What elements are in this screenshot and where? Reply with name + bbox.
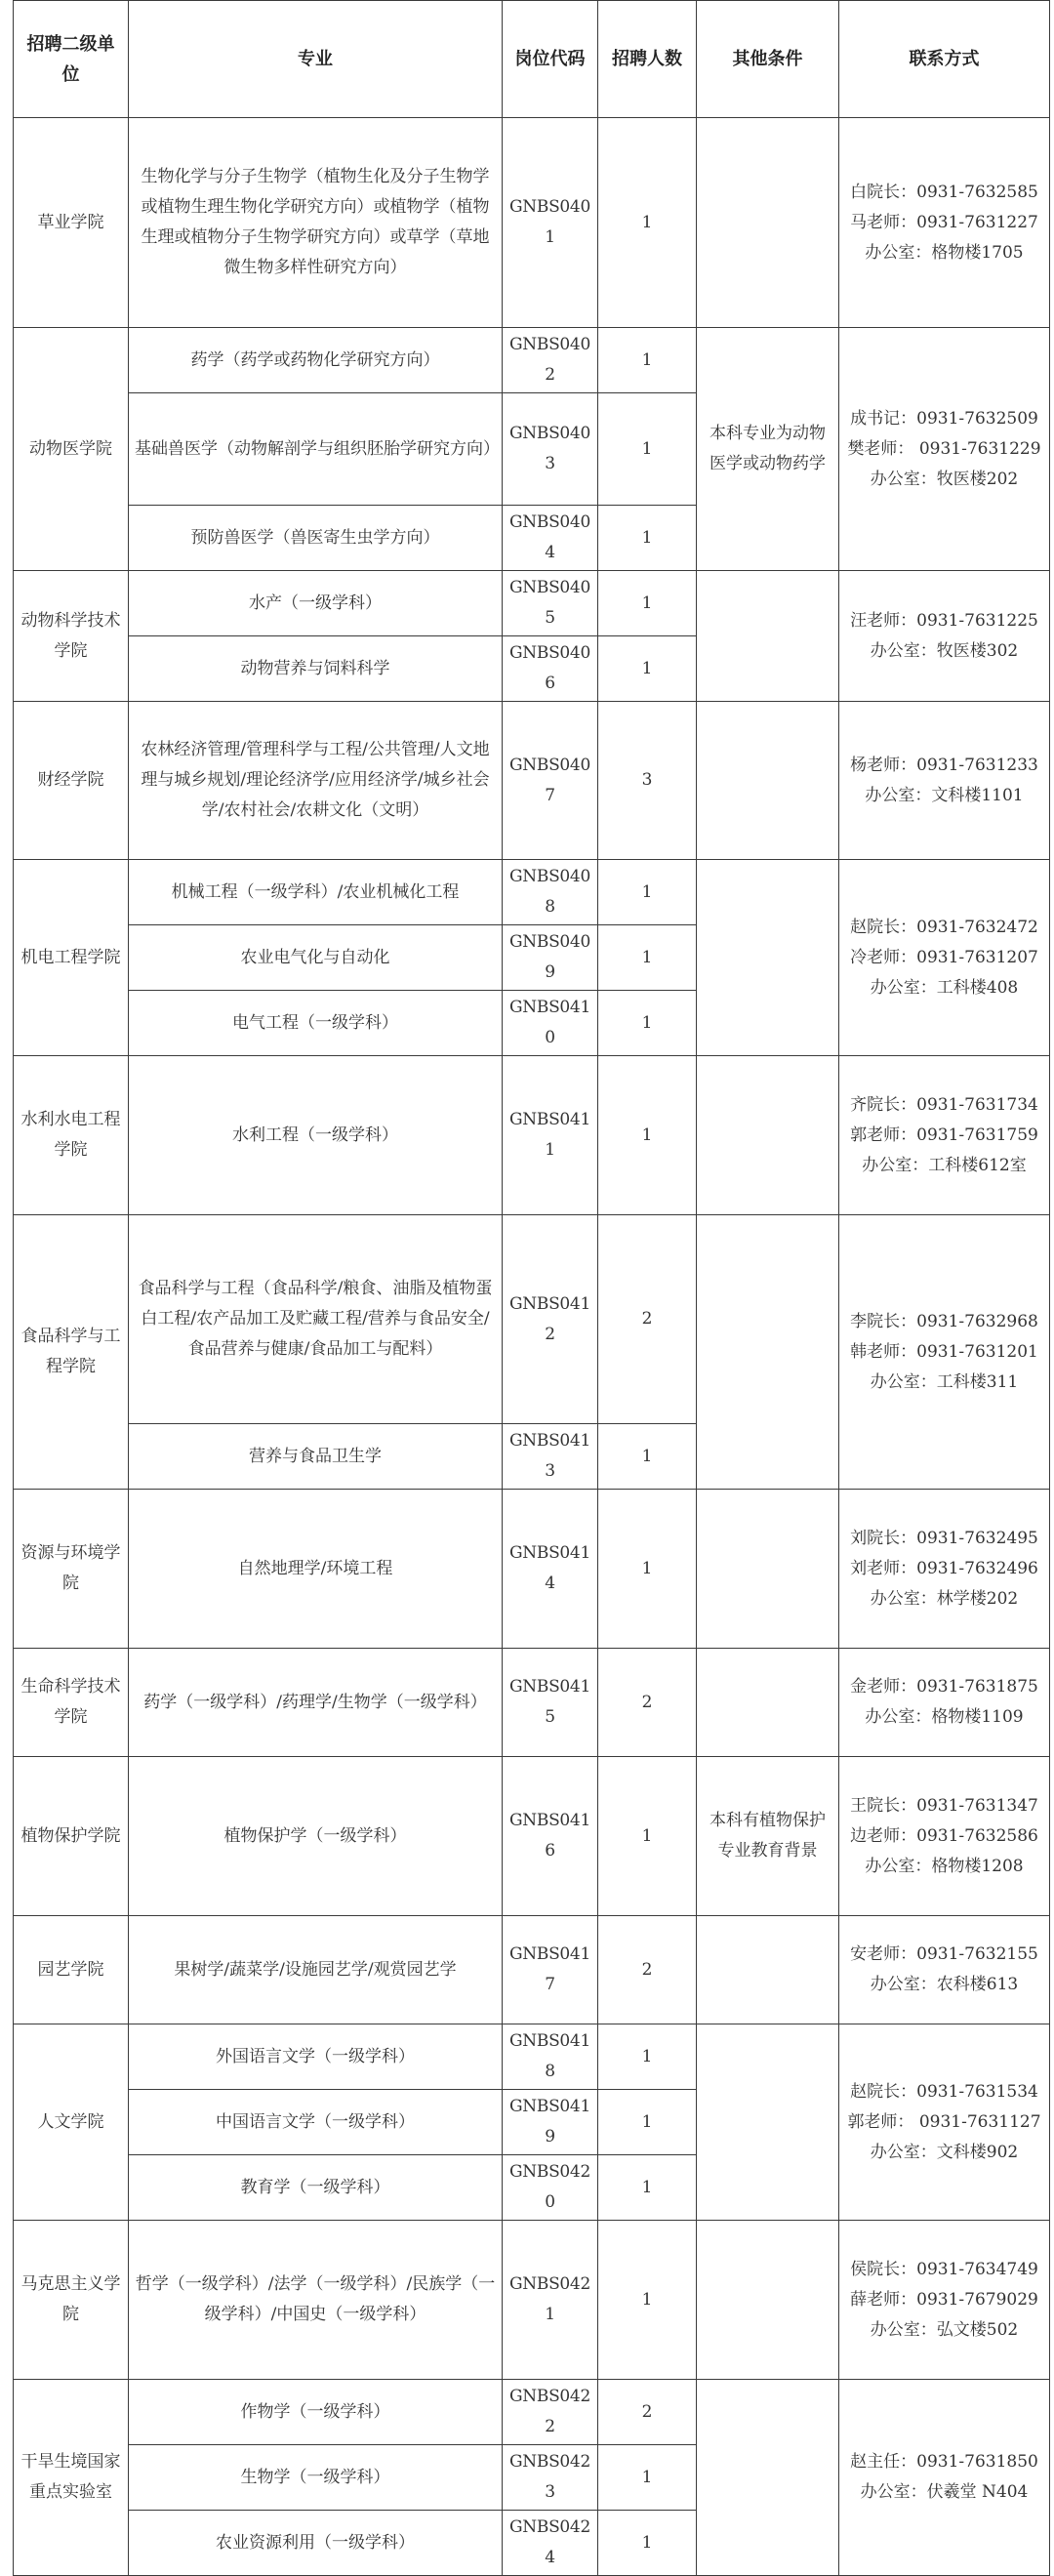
header-major: 专业	[129, 1, 503, 118]
unit-cell: 食品科学与工程学院	[14, 1215, 129, 1490]
count-cell: 1	[598, 991, 697, 1056]
table-row	[14, 1649, 1050, 1757]
major-cell: 动物营养与饲料科学	[129, 636, 503, 702]
contact-line: 办公室：林学楼202	[870, 1588, 1019, 1609]
contact-line: 郭老师：0931-7631759	[850, 1124, 1038, 1145]
code-cell: GNBS0411	[503, 1056, 598, 1215]
header-code: 岗位代码	[503, 1, 598, 118]
contact-line: 办公室：格物楼1208	[865, 1856, 1024, 1876]
recruitment-table	[13, 0, 1050, 2576]
contact-line: 办公室：格物楼1109	[865, 1707, 1024, 1727]
major-cell: 水利工程（一级学科）	[129, 1056, 503, 1215]
contact-cell	[839, 1490, 1050, 1649]
table-row	[14, 2221, 1050, 2380]
contact-line: 办公室：工科楼612室	[862, 1155, 1027, 1175]
code-cell: GNBS0401	[503, 118, 598, 328]
contact-cell	[839, 2221, 1050, 2380]
unit-cell: 干旱生境国家重点实验室	[14, 2380, 129, 2576]
contact-line: 樊老师： 0931-7631229	[847, 438, 1041, 459]
major-cell: 教育学（一级学科）	[129, 2155, 503, 2221]
table-row	[14, 1757, 1050, 1916]
table-row	[14, 2024, 1050, 2090]
contact-line: 赵院长：0931-7631534	[850, 2081, 1038, 2102]
condition-cell	[697, 118, 839, 328]
contact-cell	[839, 571, 1050, 702]
major-cell: 机械工程（一级学科）/农业机械化工程	[129, 860, 503, 925]
contact-line: 韩老师：0931-7631201	[850, 1341, 1038, 1362]
contact-line: 边老师：0931-7632586	[850, 1825, 1038, 1846]
major-cell: 生物学（一级学科）	[129, 2445, 503, 2511]
contact-line: 马老师：0931-7631227	[850, 212, 1038, 232]
code-cell: GNBS0417	[503, 1916, 598, 2024]
condition-cell: 本科专业为动物医学或动物药学	[697, 328, 839, 571]
major-cell: 预防兽医学（兽医寄生虫学方向）	[129, 506, 503, 571]
table-row	[14, 1215, 1050, 1424]
contact-cell	[839, 702, 1050, 860]
count-cell: 1	[598, 328, 697, 393]
code-cell: GNBS0423	[503, 2445, 598, 2511]
condition-cell	[697, 1056, 839, 1215]
code-cell: GNBS0402	[503, 328, 598, 393]
major-cell: 基础兽医学（动物解剖学与组织胚胎学研究方向）	[129, 393, 503, 506]
contact-line: 办公室：工科楼311	[870, 1371, 1019, 1392]
major-cell: 生物化学与分子生物学（植物生化及分子生物学或植物生理生物化学研究方向）或植物学（植物生理或植物分子生物学研究方向）或草学（草地微生物多样性研究方向）	[129, 118, 503, 328]
table-row	[14, 118, 1050, 328]
contact-line: 薛老师：0931-7679029	[850, 2289, 1038, 2310]
contact-line: 办公室：伏羲堂 N404	[860, 2482, 1029, 2502]
table-row	[14, 2380, 1050, 2445]
count-cell: 1	[598, 2024, 697, 2090]
contact-cell	[839, 1916, 1050, 2024]
count-cell: 2	[598, 1649, 697, 1757]
table-row	[14, 702, 1050, 860]
major-cell: 中国语言文学（一级学科）	[129, 2090, 503, 2155]
major-cell: 哲学（一级学科）/法学（一级学科）/民族学（一级学科）/中国史（一级学科）	[129, 2221, 503, 2380]
unit-cell: 水利水电工程学院	[14, 1056, 129, 1215]
table-row	[14, 860, 1050, 925]
table-row	[14, 571, 1050, 636]
condition-cell	[697, 2380, 839, 2576]
code-cell: GNBS0416	[503, 1757, 598, 1916]
code-cell: GNBS0409	[503, 925, 598, 991]
count-cell: 1	[598, 1757, 697, 1916]
code-cell: GNBS0421	[503, 2221, 598, 2380]
contact-line: 办公室：牧医楼302	[870, 640, 1019, 661]
condition-cell	[697, 571, 839, 702]
contact-line: 办公室：农科楼613	[870, 1975, 1019, 1994]
table-row	[14, 1490, 1050, 1649]
major-cell: 作物学（一级学科）	[129, 2380, 503, 2445]
code-cell: GNBS0410	[503, 991, 598, 1056]
count-cell: 1	[598, 118, 697, 328]
code-cell: GNBS0405	[503, 571, 598, 636]
contact-cell	[839, 118, 1050, 328]
code-cell: GNBS0404	[503, 506, 598, 571]
contact-cell	[839, 1215, 1050, 1490]
contact-line: 冷老师：0931-7631207	[850, 947, 1038, 967]
contact-line: 郭老师： 0931-7631127	[847, 2111, 1041, 2132]
code-cell: GNBS0406	[503, 636, 598, 702]
major-cell: 电气工程（一级学科）	[129, 991, 503, 1056]
count-cell: 1	[598, 1490, 697, 1649]
condition-cell	[697, 2221, 839, 2380]
contact-cell	[839, 328, 1050, 571]
count-cell: 1	[598, 1056, 697, 1215]
header-condition: 其他条件	[697, 1, 839, 118]
major-cell: 农业电气化与自动化	[129, 925, 503, 991]
unit-cell: 人文学院	[14, 2024, 129, 2221]
condition-cell	[697, 2024, 839, 2221]
code-cell: GNBS0424	[503, 2511, 598, 2576]
contact-cell	[839, 2380, 1050, 2576]
unit-cell: 植物保护学院	[14, 1757, 129, 1916]
major-cell: 自然地理学/环境工程	[129, 1490, 503, 1649]
contact-line: 齐院长：0931-7631734	[850, 1094, 1038, 1115]
code-cell: GNBS0403	[503, 393, 598, 506]
count-cell: 1	[598, 1424, 697, 1490]
condition-cell	[697, 1916, 839, 2024]
contact-line: 办公室：工科楼408	[870, 977, 1019, 998]
unit-cell: 草业学院	[14, 118, 129, 328]
table-row	[14, 1056, 1050, 1215]
unit-cell: 资源与环境学院	[14, 1490, 129, 1649]
contact-cell	[839, 1757, 1050, 1916]
contact-line: 办公室：文科楼902	[870, 2142, 1019, 2162]
code-cell: GNBS0415	[503, 1649, 598, 1757]
header-contact: 联系方式	[839, 1, 1050, 118]
unit-cell: 动物科学技术学院	[14, 571, 129, 702]
contact-cell	[839, 1056, 1050, 1215]
table-header-row	[14, 1, 1050, 118]
count-cell: 1	[598, 860, 697, 925]
major-cell: 营养与食品卫生学	[129, 1424, 503, 1490]
contact-line: 办公室：弘文楼502	[870, 2319, 1019, 2340]
contact-cell	[839, 1649, 1050, 1757]
unit-cell: 园艺学院	[14, 1916, 129, 2024]
code-cell: GNBS0420	[503, 2155, 598, 2221]
count-cell: 1	[598, 571, 697, 636]
major-cell: 农林经济管理/管理科学与工程/公共管理/人文地理与城乡规划/理论经济学/应用经济学/城乡社会学/农村社会/农耕文化（文明）	[129, 702, 503, 860]
count-cell: 1	[598, 2445, 697, 2511]
contact-line: 办公室：格物楼1705	[865, 242, 1024, 263]
contact-line: 办公室：文科楼1101	[865, 785, 1024, 805]
count-cell: 1	[598, 2221, 697, 2380]
major-cell: 外国语言文学（一级学科）	[129, 2024, 503, 2090]
table-row	[14, 1916, 1050, 2024]
contact-line: 办公室：牧医楼202	[870, 469, 1019, 489]
major-cell: 果树学/蔬菜学/设施园艺学/观赏园艺学	[129, 1916, 503, 2024]
condition-cell	[697, 1490, 839, 1649]
contact-cell	[839, 2024, 1050, 2221]
major-cell: 水产（一级学科）	[129, 571, 503, 636]
code-cell: GNBS0414	[503, 1490, 598, 1649]
contact-line: 白院长：0931-7632585	[850, 182, 1038, 202]
count-cell: 2	[598, 1916, 697, 2024]
count-cell: 1	[598, 506, 697, 571]
unit-cell: 生命科学技术学院	[14, 1649, 129, 1757]
count-cell: 1	[598, 2511, 697, 2576]
major-cell: 药学（药学或药物化学研究方向）	[129, 328, 503, 393]
unit-cell: 财经学院	[14, 702, 129, 860]
unit-cell: 机电工程学院	[14, 860, 129, 1056]
contact-line: 金老师：0931-7631875	[850, 1677, 1038, 1697]
condition-cell	[697, 860, 839, 1056]
header-unit: 招聘二级单位	[14, 1, 129, 118]
major-cell: 药学（一级学科）/药理学/生物学（一级学科）	[129, 1649, 503, 1757]
count-cell: 1	[598, 2155, 697, 2221]
contact-line: 成书记：0931-7632509	[850, 408, 1038, 429]
code-cell: GNBS0413	[503, 1424, 598, 1490]
major-cell: 食品科学与工程（食品科学/粮食、油脂及植物蛋白工程/农产品加工及贮藏工程/营养与食品安全/食品营养与健康/食品加工与配料）	[129, 1215, 503, 1424]
contact-line: 赵院长：0931-7632472	[850, 917, 1038, 937]
contact-line: 汪老师：0931-7631225	[850, 610, 1038, 631]
contact-line: 李院长：0931-7632968	[850, 1311, 1038, 1331]
contact-line: 王院长：0931-7631347	[850, 1795, 1038, 1816]
count-cell: 2	[598, 1215, 697, 1424]
unit-cell: 动物医学院	[14, 328, 129, 571]
condition-cell	[697, 702, 839, 860]
condition-cell: 本科有植物保护专业教育背景	[697, 1757, 839, 1916]
count-cell: 1	[598, 925, 697, 991]
code-cell: GNBS0407	[503, 702, 598, 860]
condition-cell	[697, 1215, 839, 1490]
code-cell: GNBS0408	[503, 860, 598, 925]
code-cell: GNBS0422	[503, 2380, 598, 2445]
count-cell: 1	[598, 2090, 697, 2155]
count-cell: 3	[598, 702, 697, 860]
contact-line: 赵主任：0931-7631850	[850, 2452, 1038, 2472]
contact-line: 刘院长：0931-7632495	[850, 1528, 1038, 1548]
unit-cell: 马克思主义学院	[14, 2221, 129, 2380]
code-cell: GNBS0412	[503, 1215, 598, 1424]
major-cell: 植物保护学（一级学科）	[129, 1757, 503, 1916]
count-cell: 2	[598, 2380, 697, 2445]
major-cell: 农业资源利用（一级学科）	[129, 2511, 503, 2576]
code-cell: GNBS0419	[503, 2090, 598, 2155]
contact-line: 安老师：0931-7632155	[850, 1944, 1038, 1964]
table-row	[14, 328, 1050, 393]
count-cell: 1	[598, 636, 697, 702]
contact-line: 杨老师：0931-7631233	[850, 755, 1038, 775]
count-cell: 1	[598, 393, 697, 506]
contact-cell	[839, 860, 1050, 1056]
contact-line: 侯院长：0931-7634749	[850, 2259, 1038, 2279]
header-count: 招聘人数	[598, 1, 697, 118]
condition-cell	[697, 1649, 839, 1757]
code-cell: GNBS0418	[503, 2024, 598, 2090]
contact-line: 刘老师：0931-7632496	[850, 1558, 1038, 1578]
